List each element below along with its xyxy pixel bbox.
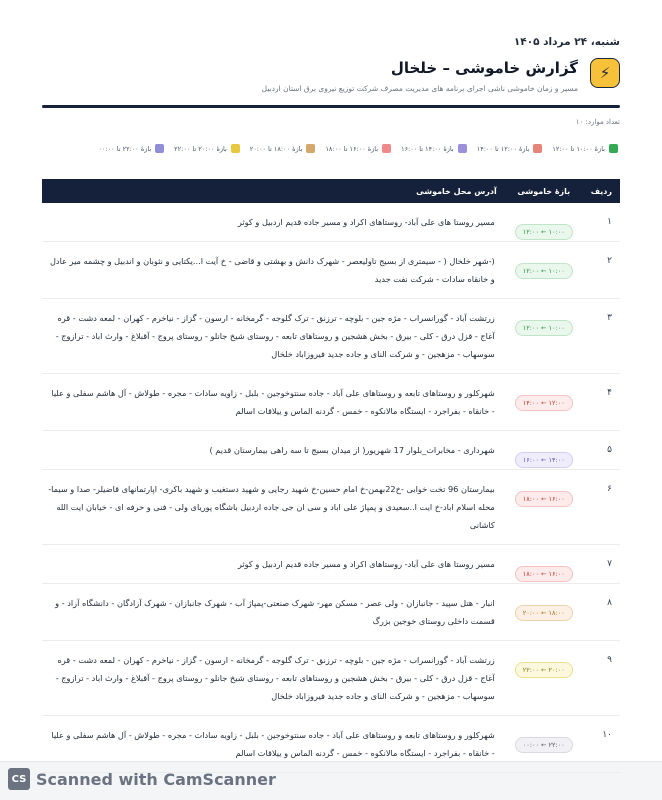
time-range-badge: ۱۲:۰۰ ← ۱۴:۰۰: [515, 395, 573, 411]
table-row: [42, 584, 620, 641]
time-legend: [42, 144, 620, 153]
row-number: ۵: [583, 431, 620, 470]
row-number: ۷: [583, 545, 620, 584]
time-cell: [505, 545, 583, 584]
header-address: آدرس محل خاموشی: [416, 186, 497, 196]
time-cell: [505, 299, 583, 374]
time-range-badge: ۱۰:۰۰ ← ۱۲:۰۰: [515, 224, 573, 240]
legend-swatch: [155, 144, 164, 153]
time-cell: [505, 470, 583, 545]
outage-address: مسیر روستا های علی آباد- روستاهای اکراد و مسیر جاده قدیم اردبیل و کوثر: [42, 545, 505, 584]
legend-swatch: [231, 144, 240, 153]
row-number: ۹: [583, 641, 620, 716]
time-range-badge: ۱۶:۰۰ ← ۱۸:۰۰: [515, 566, 573, 582]
outage-address: شهرداری - مخابرات_بلوار 17 شهریور( از میدان بسیج تا سه راهی بیمارستان قدیم ): [42, 431, 505, 470]
time-range-badge: ۱۰:۰۰ ← ۱۲:۰۰: [515, 263, 573, 279]
outage-address: شهرکلور و روستاهای تابعه و روستاهای علی آباد - جاده سنتوخوجین - بلبل - زاویه سادات - مجره - طولاش - آل هاشم سفلی و علیا - خانقاه - بفراجرد - ایستگاه مالانکوه - خمس - گردنه الماس و ییلاقات اسالم: [42, 716, 505, 773]
time-range-badge: ۱۸:۰۰ ← ۲۰:۰۰: [515, 605, 573, 621]
camscanner-logo: CS: [8, 768, 30, 790]
legend-swatch: [609, 144, 618, 153]
outage-address: مسیر روستا های علی آباد- روستاهای اکراد و مسیر جاده قدیم اردبیل و کوثر: [42, 203, 505, 242]
header-row-number: ردیف: [590, 186, 612, 196]
table-row: [42, 431, 620, 470]
table-row: [42, 641, 620, 716]
row-number: ۲: [583, 242, 620, 299]
title-block: [262, 58, 578, 93]
legend-label: بازهٔ ۱۲:۰۰ تا ۱۴:۰۰: [476, 144, 530, 153]
legend-label: بازهٔ ۲۲:۰۰ تا ۰۰:۰۰: [98, 144, 152, 153]
legend-swatch: [533, 144, 542, 153]
legend-swatch: [458, 144, 467, 153]
legend-label: بازهٔ ۱۶:۰۰ تا ۱۸:۰۰: [325, 144, 379, 153]
legend-label: بازهٔ ۱۴:۰۰ تا ۱۶:۰۰: [401, 144, 454, 153]
legend-label: بازهٔ ۱۸:۰۰ تا ۲۰:۰۰: [249, 144, 303, 153]
time-cell: [505, 242, 583, 299]
legend-label: بازهٔ ۱۰:۰۰ تا ۱۲:۰۰: [552, 144, 605, 153]
outage-address: بیمارستان 96 تخت خوابی -خ22بهمن-خ امام حسین-خ شهید رجایی و شهید دستغیب و شهید باکری- اپارتمانهای قاضیلر- صدا و سیما-محله اسلام اباد-خ ایت ا..سعیدی و پمپاژ علی اباد و سی ان جی جاده اردبیل باشگاه پوریای ولی - فنی و حرفه ای - خیابان ایت الله کاشانی: [42, 470, 505, 545]
row-number: ۳: [583, 299, 620, 374]
table-row: [42, 242, 620, 299]
time-cell: [505, 431, 583, 470]
time-cell: [505, 716, 583, 773]
report-header: [42, 58, 620, 93]
legend-item: [250, 144, 316, 153]
outage-address: زرتشت آباد - گورانسراب - مژه جین - بلوچه - ترزنق - ترک گلوجه - گرمخانه - ارسون - گزاز - نیاخرم - کهران - لمعه دشت - قره آغاج - قزل درق - کلی - بیرق - بخش هشجین و روستاهای تابعه - روستای شیخ جانلو - روستای پروج - آقبلاغ - وارث اباد - ترازوج - سوسهاب - مزهجین - و شرکت النای و جاده جدید فیروزاباد خلخال: [42, 641, 505, 716]
record-count: تعداد موارد: ۱۰: [575, 118, 620, 126]
time-range-badge: ۱۴:۰۰ ← ۱۶:۰۰: [515, 452, 573, 468]
legend-item: [174, 144, 240, 153]
time-cell: [505, 203, 583, 242]
page-subtitle: مسیر و زمان خاموشی ناشی اجرای برنامه های مدیریت مصرف شرکت توزیع نیروی برق استان اردبیل: [261, 84, 578, 93]
legend-item: [99, 144, 165, 153]
legend-swatch: [306, 144, 315, 153]
table-row: [42, 374, 620, 431]
header-divider: [42, 105, 620, 108]
camscanner-text: Scanned with CamScanner: [36, 769, 276, 789]
table-header-row: [42, 179, 620, 203]
legend-item: [325, 144, 391, 153]
legend-item: [552, 144, 618, 153]
outage-address: (-شهر خلخال ( - سیمتری از بسیج تاولیعصر - شهرک دانش و بهشتی و قاضی - خ آیت ا...یکتایی و نثوبان و اندبیل و چشمه میر عادل و خانقاه سادات - شرکت نفت جدید: [42, 242, 505, 299]
row-number: ۸: [583, 584, 620, 641]
outage-table: [42, 179, 620, 773]
table-row: [42, 716, 620, 773]
table-body: [42, 203, 620, 773]
time-range-badge: ۱۰:۰۰ ← ۱۲:۰۰: [515, 320, 573, 336]
time-range-badge: ۲۲:۰۰ ← ۰۰:۰۰: [515, 737, 573, 753]
scanner-watermark: [8, 768, 276, 790]
legend-label: بازهٔ ۲۰:۰۰ تا ۲۲:۰۰: [174, 144, 227, 153]
table-row: [42, 545, 620, 584]
row-number: ۱: [583, 203, 620, 242]
page-title: گزارش خاموشی – خلخال: [390, 59, 578, 77]
legend-swatch: [382, 144, 391, 153]
outage-address: زرتشت آباد - گورانسراب - مژه جین - بلوچه - ترزنق - ترک گلوجه - گرمخانه - ارسون - گزاز - نیاخرم - کهران - لمعه دشت - قره آغاج - قزل درق - کلی - بیرق - بخش هشجین و روستاهای تابعه - روستای شیخ جانلو - روستای پروج - آقبلاغ - وارث اباد - ترازوج - سوسهاب - مزهجین - و شرکت النای و جاده جدید فیروزاباد خلخال: [42, 299, 505, 374]
header-time-range: بازهٔ خاموشی: [517, 186, 571, 196]
table-row: [42, 203, 620, 242]
table-row: [42, 470, 620, 545]
table-row: [42, 299, 620, 374]
outage-address: شهرکلور و روستاهای تابعه و روستاهای علی آباد - جاده سنتوخوجین - بلبل - زاویه سادات - مجره - طولاش - آل هاشم سفلی و علیا - خانقاه - بفراجرد - ایستگاه مالانکوه - خمس - گردنه الماس و ییلاقات اسالم: [42, 374, 505, 431]
time-range-badge: ۲۰:۰۰ ← ۲۲:۰۰: [515, 662, 573, 678]
legend-item: [477, 144, 543, 153]
outage-address: انبار - هتل سپید - جانبازان - ولی عصر - مسکن مهر- شهرک صنعتی-پمپاژ آب - شهرک جانبازان - شهرک آزادگان - دانشگاه آزاد - و قسمت داخلی روستای خوجین بزرگ: [42, 584, 505, 641]
row-number: ۴: [583, 374, 620, 431]
time-cell: [505, 374, 583, 431]
time-cell: [505, 584, 583, 641]
row-number: ۱۰: [583, 716, 620, 773]
time-range-badge: ۱۶:۰۰ ← ۱۸:۰۰: [515, 491, 573, 507]
legend-item: [401, 144, 467, 153]
time-cell: [505, 641, 583, 716]
lightning-bolt-icon: ⚡: [590, 58, 620, 88]
row-number: ۶: [583, 470, 620, 545]
report-date: شنبه، ۲۴ مرداد ۱۴۰۵: [513, 36, 620, 48]
